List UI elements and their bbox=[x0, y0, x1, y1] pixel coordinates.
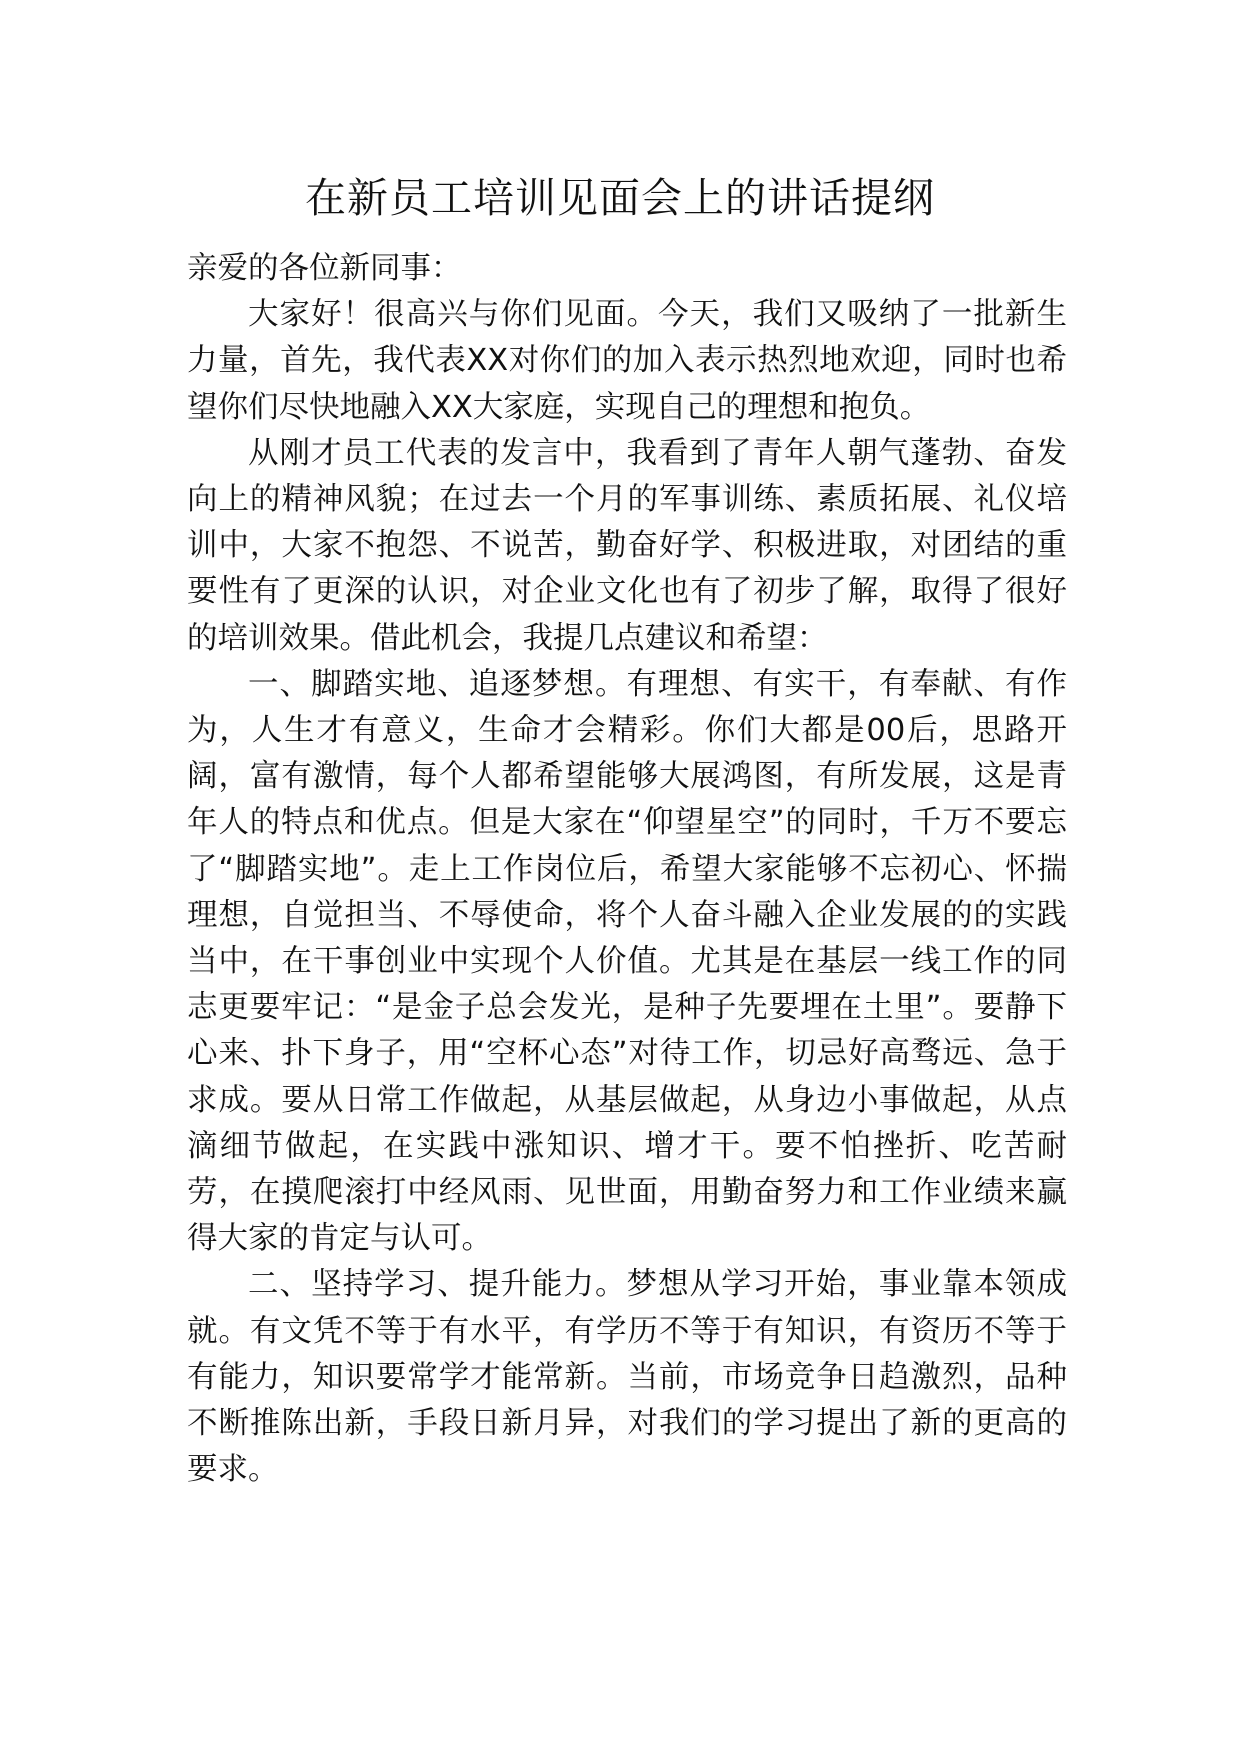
salutation: 亲爱的各位新同事： bbox=[187, 251, 462, 286]
paragraph-training-review: 从刚才员工代表的发言中，我看到了青年人朝气蓬勃、奋发向上的精神风貌；在过去一个月的军事训练、素质拓展、礼仪培训中，大家不抱怨、不说苦，勤奋好学、积极进取，对团结的重要性有了更深的认识，对企业文化也有了初步了解，取得了很好的培训效果。借此机会，我提几点建议和希望： bbox=[187, 435, 1067, 656]
document-title: 在新员工培训见面会上的讲话提纲 bbox=[305, 174, 935, 222]
document-body bbox=[187, 246, 1067, 1493]
paragraph-point-one: 一、脚踏实地、追逐梦想。有理想、有实干，有奉献、有作为，人生才有意义，生命才会精彩。你们大都是00后，思路开阔，富有激情，每个人都希望能够大展鸿图，有所发展，这是青年人的特点和优点。但是大家在“仰望星空”的同时，千万不要忘了“脚踏实地”。走上工作岗位后，希望大家能够不忘初心、怀揣理想，自觉担当、不辱使命，将个人奋斗融入企业发展的的实践当中，在干事创业中实现个人价值。尤其是在基层一线工作的同志更要牢记：“是金子总会发光，是种子先要埋在土里”。要静下心来、扑下身子，用“空杯心态”对待工作，切忌好高骛远、急于求成。要从日常工作做起，从基层做起，从身边小事做起，从点滴细节做起，在实践中涨知识、增才干。要不怕挫折、吃苦耐劳，在摸爬滚打中经风雨、见世面，用勤奋努力和工作业绩来赢得大家的肯定与认可。 bbox=[187, 666, 1067, 1257]
paragraph-point-two: 二、坚持学习、提升能力。梦想从学习开始，事业靠本领成就。有文凭不等于有水平，有学历不等于有知识，有资历不等于有能力，知识要常学才能常新。当前，市场竞争日趋激烈，品种不断推陈出新，手段日新月异，对我们的学习提出了新的更高的要求。 bbox=[187, 1267, 1067, 1488]
paragraph-greeting: 大家好！很高兴与你们见面。今天，我们又吸纳了一批新生力量，首先，我代表XX对你们的加入表示热烈地欢迎，同时也希望你们尽快地融入XX大家庭，实现自己的理想和抱负。 bbox=[187, 297, 1067, 425]
